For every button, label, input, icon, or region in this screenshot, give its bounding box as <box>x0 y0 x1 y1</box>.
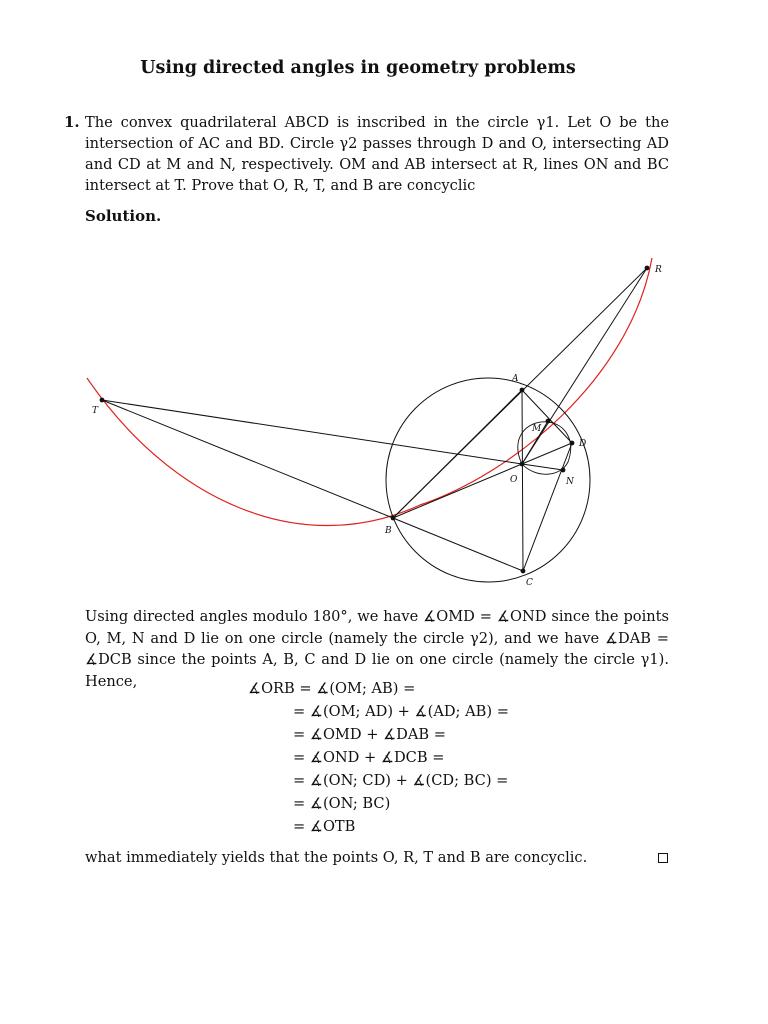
label-D: D <box>579 439 587 449</box>
solution-heading: Solution. <box>85 207 162 225</box>
point-M <box>546 419 551 424</box>
equation-line-4: = ∡OND + ∡DCB = <box>293 749 445 766</box>
label-N: N <box>566 477 574 487</box>
line-BC <box>393 518 523 571</box>
equation-line-5: = ∡(ON; CD) + ∡(CD; BC) = <box>293 772 509 789</box>
problem-statement: The convex quadrilateral ABCD is inscribed in the circle γ1. Let O be the intersection of AC and BD. Circle γ2 passes through D and O, intersecting AD and CD at M and N, respectively. OM and AB intersect at R, lines ON and BC intersect at T. Prove that O, R, T, and B are concyclic <box>85 114 669 194</box>
label-R: R <box>655 265 662 275</box>
equation-line-6: = ∡(ON; BC) <box>293 795 391 812</box>
equation-line-2: = ∡(OM; AD) + ∡(AD; AB) = <box>293 703 509 720</box>
point-R <box>645 266 650 271</box>
equation-line-3: = ∡OMD + ∡DAB = <box>293 726 446 743</box>
point-O <box>520 462 525 467</box>
line-BD <box>393 443 572 518</box>
conclusion: what immediately yields that the points O, R, T and B are concyclic. <box>85 849 588 866</box>
line-AC <box>522 390 523 571</box>
point-T <box>100 398 105 403</box>
point-N <box>561 468 566 473</box>
problem-number: 1. <box>64 113 80 131</box>
point-B <box>391 516 396 521</box>
label-A: A <box>512 374 519 384</box>
line-TB <box>102 400 393 518</box>
point-C <box>521 569 526 574</box>
circle-gamma1 <box>386 378 590 582</box>
line-TO <box>102 400 522 464</box>
solution-argument: Using directed angles modulo 180°, we have ∡OMD = ∡OND since the points O, M, N and D lie on one circle (namely the circle γ2), and we have ∡DAB = ∡DCB since the points A, B, C and D lie on one circle (namely the circle γ1). Hence, <box>85 608 669 690</box>
qed-square-icon <box>658 853 668 863</box>
label-C: C <box>526 578 533 588</box>
line-OR <box>522 268 647 464</box>
point-D <box>570 441 575 446</box>
equation-line-1: ∡ORB = ∡(OM; AB) = <box>248 680 416 697</box>
label-M: M <box>532 424 542 434</box>
line-CD <box>523 443 572 571</box>
label-O: O <box>510 475 518 485</box>
line-BA <box>393 390 522 518</box>
equation-line-7: = ∡OTB <box>293 818 356 835</box>
point-A <box>520 388 525 393</box>
page-title: Using directed angles in geometry problems <box>140 58 576 78</box>
label-T: T <box>92 406 99 416</box>
label-B: B <box>385 526 392 536</box>
